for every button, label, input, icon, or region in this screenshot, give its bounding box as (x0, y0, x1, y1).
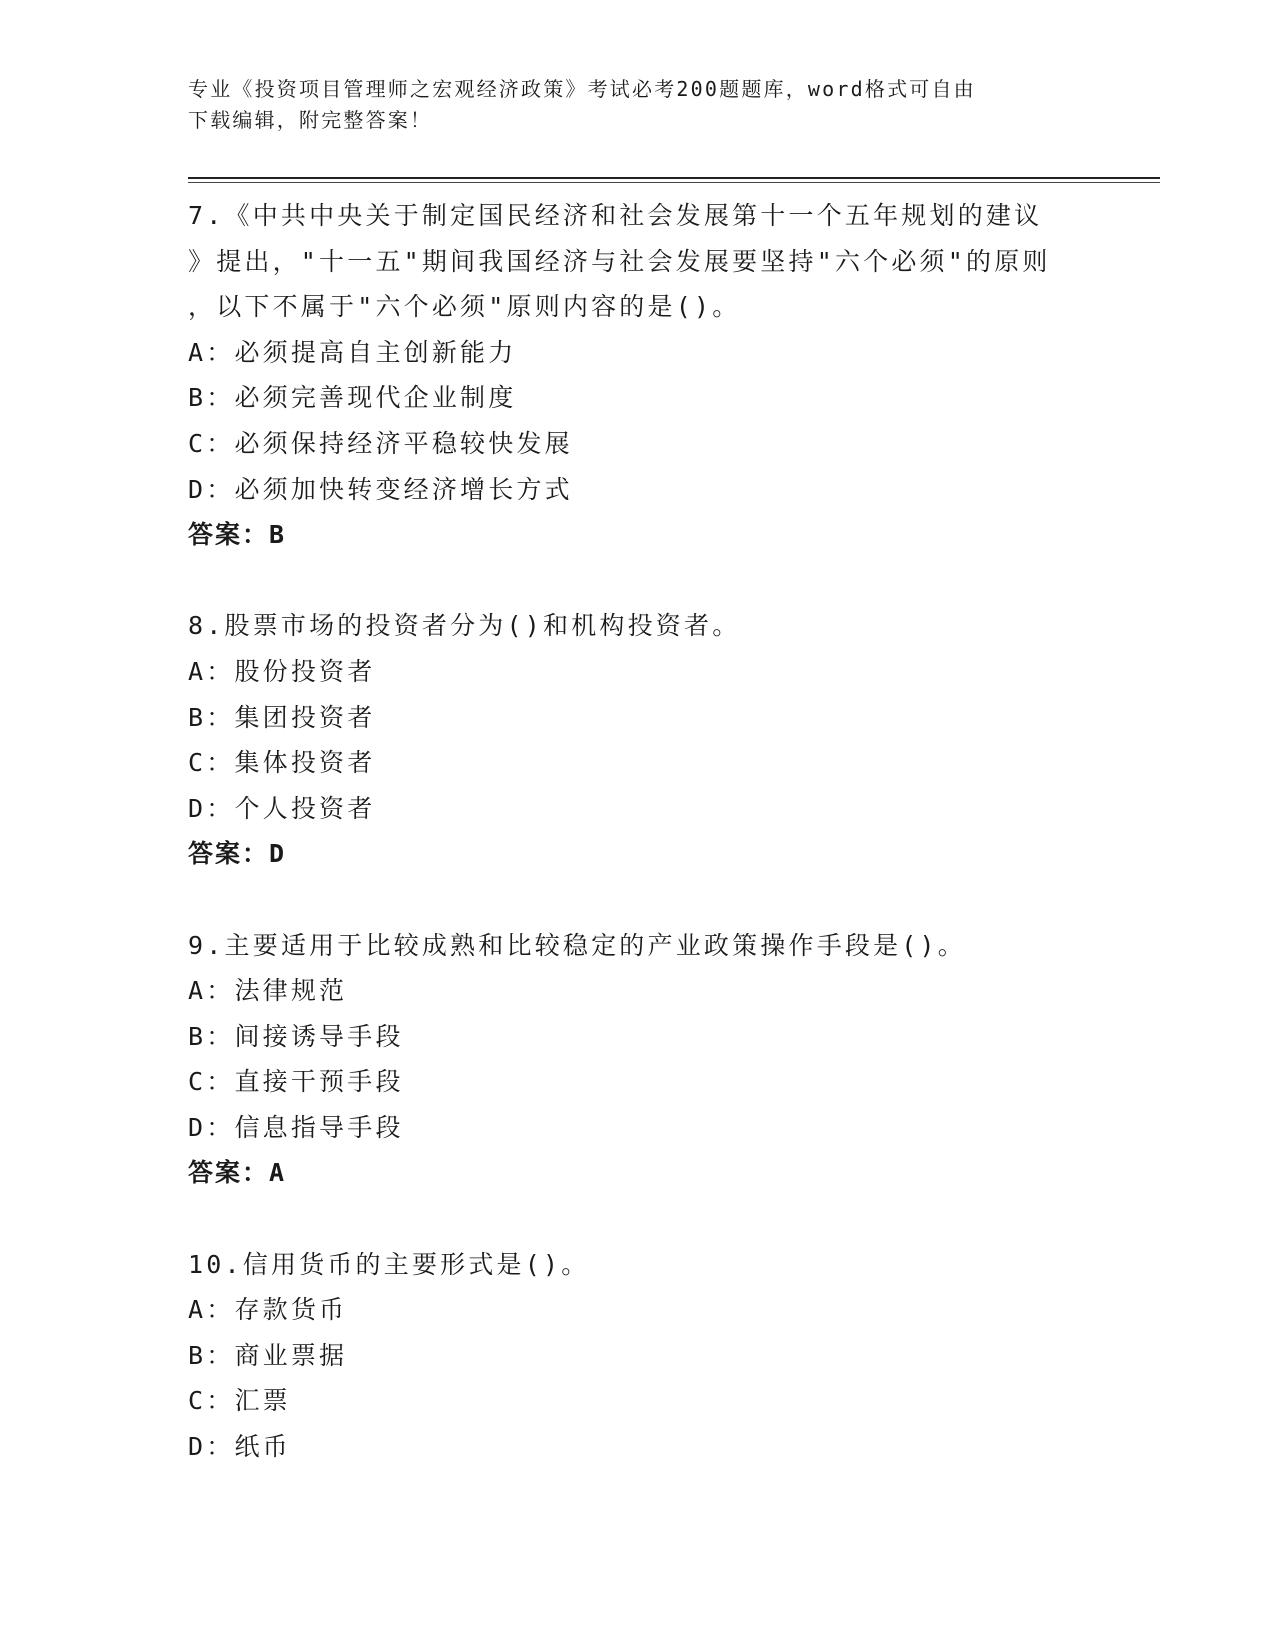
option-d: D：个人投资者 (188, 793, 376, 823)
answer-line: 答案：A (188, 1158, 287, 1188)
header-line-1: 专业《投资项目管理师之宏观经济政策》考试必考200题题库，word格式可自由 (188, 77, 976, 101)
spacer (188, 558, 1088, 604)
question-9 (188, 923, 1088, 1197)
option-a: A：股份投资者 (188, 656, 376, 686)
document-header (188, 74, 1068, 136)
header-rule-thin (188, 182, 1160, 183)
option-b: B：必须完善现代企业制度 (188, 383, 517, 413)
option-c: C：直接干预手段 (188, 1067, 404, 1097)
question-10 (188, 1242, 1088, 1470)
option-c: C：汇票 (188, 1386, 291, 1416)
option-a: A：必须提高自主创新能力 (188, 337, 517, 367)
option-b: B：商业票据 (188, 1340, 348, 1370)
question-stem-line: 8.股票市场的投资者分为()和机构投资者。 (188, 611, 741, 641)
question-stem-line: 9.主要适用于比较成熟和比较稳定的产业政策操作手段是()。 (188, 930, 967, 960)
question-list (188, 193, 1088, 1470)
option-c: C：必须保持经济平稳较快发展 (188, 428, 573, 458)
option-a: A：法律规范 (188, 976, 348, 1006)
question-stem-line: ，以下不属于"六个必须"原则内容的是()。 (188, 292, 741, 322)
question-7 (188, 193, 1088, 558)
header-line-2: 下载编辑，附完整答案！ (188, 108, 433, 132)
option-b: B：集团投资者 (188, 702, 376, 732)
question-8 (188, 603, 1088, 877)
answer-line: 答案：B (188, 520, 287, 550)
option-a: A：存款货币 (188, 1295, 348, 1325)
question-stem-line: 》提出，"十一五"期间我国经济与社会发展要坚持"六个必须"的原则 (188, 246, 1051, 276)
spacer (188, 1196, 1088, 1242)
option-d: D：必须加快转变经济增长方式 (188, 474, 573, 504)
option-d: D：纸币 (188, 1432, 291, 1462)
header-rule-thick (188, 177, 1160, 179)
answer-line: 答案：D (188, 839, 287, 869)
option-d: D：信息指导手段 (188, 1112, 404, 1142)
option-b: B：间接诱导手段 (188, 1021, 404, 1051)
spacer (188, 877, 1088, 923)
question-stem-line: 10.信用货币的主要形式是()。 (188, 1249, 590, 1279)
option-c: C：集体投资者 (188, 748, 376, 778)
question-stem-line: 7.《中共中央关于制定国民经济和社会发展第十一个五年规划的建议 (188, 201, 1043, 230)
